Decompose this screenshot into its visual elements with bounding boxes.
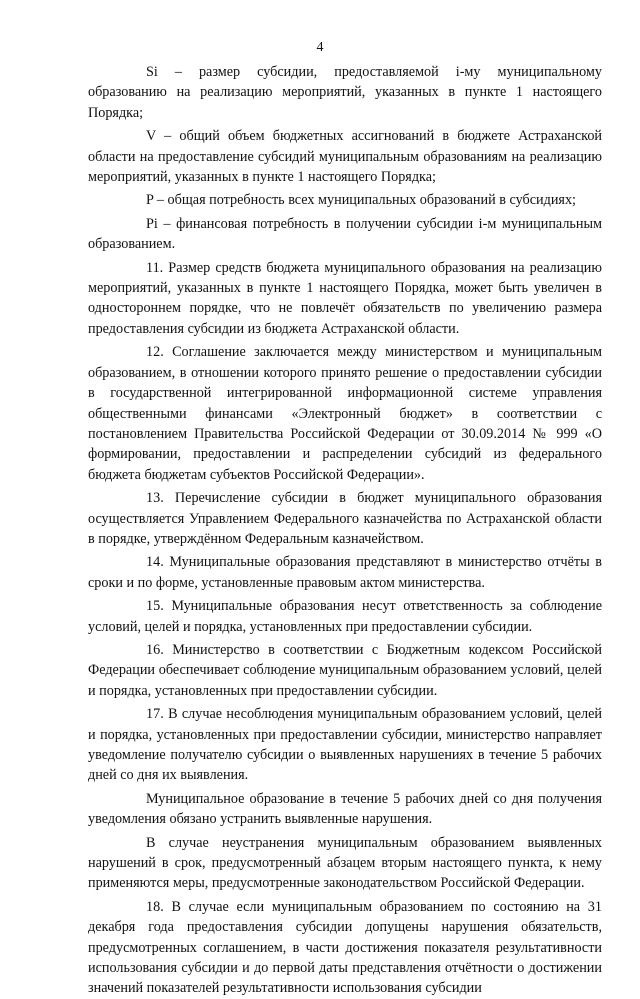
paragraph-pi-definition: Pi – финансовая потребность в получении субсидии i-м муниципальным образованием. xyxy=(88,215,602,253)
page-number: 4 xyxy=(316,40,324,55)
paragraph-p-definition: P – общая потребность всех муниципальных образований в субсидиях; xyxy=(146,192,576,209)
paragraph-clause-13: 13. Перечисление субсидии в бюджет муниципального образования осуществляется Управлением Федерального казначейства по Астраханской области в порядке, утверждённом Федеральным казначейством. xyxy=(88,490,602,547)
paragraph-clause-15: 15. Муниципальные образования несут ответственность за соблюдение условий, целей и порядка, установленных при предоставлении субсидии. xyxy=(88,598,602,635)
paragraph-clause-17: 17. В случае несоблюдения муниципальным образованием условий, целей и порядка, установленных при предоставлении субсидии, министерство направляет уведомление получателю субсидии о выявленных нарушениях в течение 5 рабочих дней со дня их выявления. xyxy=(88,706,602,784)
paragraph-clause-14: 14. Муниципальные образования представляют в министерство отчёты в сроки и по форме, установленные правовым актом министерства. xyxy=(88,554,602,591)
paragraph-clause-17-part-2: Муниципальное образование в течение 5 рабочих дней со дня получения уведомления обязано устранить выявленные нарушения. xyxy=(88,790,602,828)
paragraph-clause-17-part-3: В случае неустранения муниципальным образованием выявленных нарушений в срок, предусмотренный абзацем вторым настоящего пункта, к нему применяются меры, предусмотренные законодательством Российской Федерации. xyxy=(88,834,602,892)
paragraph-clause-12: 12. Соглашение заключается между министерством и муниципальным образованием, в отношении которого принято решение о предоставлении субсидии в государственной интегрированной информационной системе управления общественными финансами «Электронный бюджет» в соответствии с постановлением Правительства Российской Федерации от 30.09.2014 № 999 «О формировании, предоставлении и распределении субсидий из федерального бюджета бюджетам субъектов Российской Федерации». xyxy=(88,344,602,483)
paragraph-clause-11: 11. Размер средств бюджета муниципального образования на реализацию мероприятий, указанных в пункте 1 настоящего Порядка, может быть увеличен в одностороннем порядке, что не повлечёт обязательств по увеличению размера предоставления субсидии из бюджета Астраханской области. xyxy=(88,259,602,337)
paragraph-si-definition: Si – размер субсидии, предоставляемой i-му муниципальному образованию на реализацию мероприятий, указанных в пункте 1 настоящего Порядка; xyxy=(88,64,602,121)
paragraph-clause-16: 16. Министерство в соответствии с Бюджетным кодексом Российской Федерации обеспечивает соблюдение муниципальным образованием условий, целей и порядка, установленных при предоставлении субсидии. xyxy=(88,641,602,699)
paragraph-v-definition: V – общий объем бюджетных ассигнований в бюджете Астраханской области на предоставление субсидий муниципальным образованиям на реализацию мероприятий, указанных в пункте 1 настоящего Порядка; xyxy=(88,128,602,186)
document-body xyxy=(88,62,602,999)
paragraph-clause-18: 18. В случае если муниципальным образованием по состоянию на 31 декабря года предоставления субсидии допущены нарушения обязательств, предусмотренных соглашением, в части достижения показателя результативности использования субсидии и до первой даты представления отчётности о достижении значений показателей результативности использования субсидии xyxy=(88,898,602,997)
